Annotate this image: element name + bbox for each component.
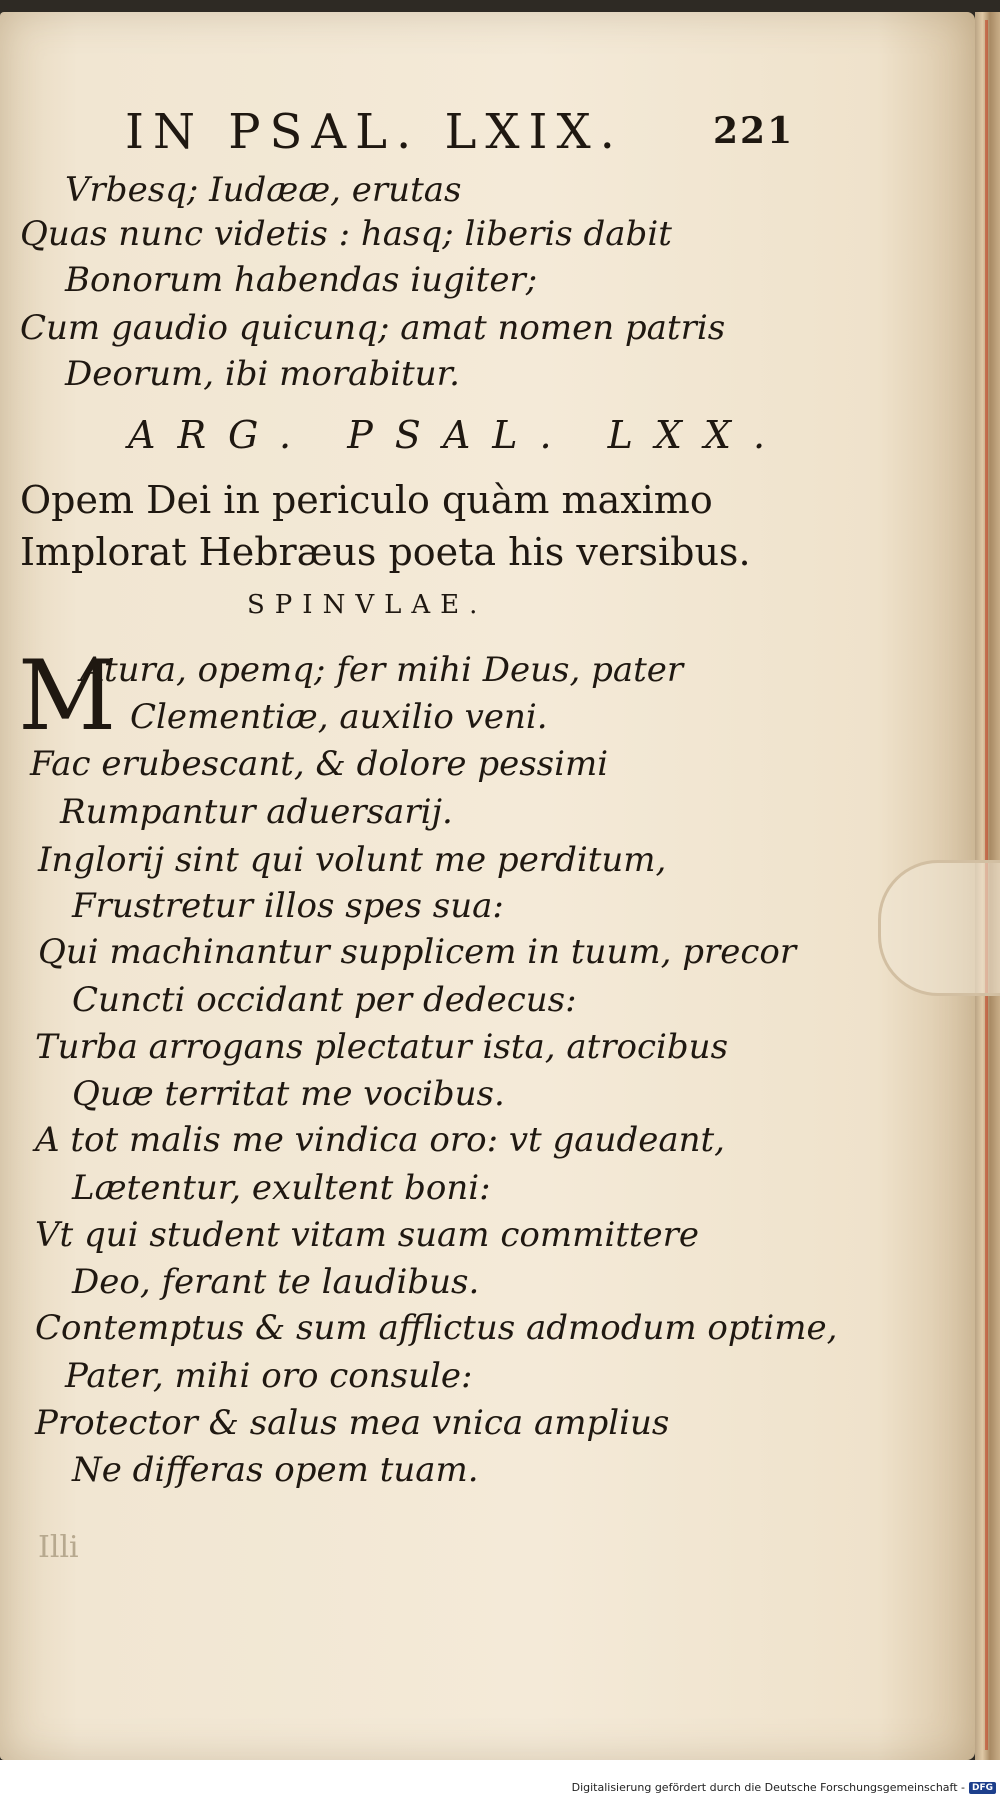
poem-line: Turba arrogans plectatur ista, atrocibus (35, 1027, 729, 1067)
verse-line: Quas nunc videtis : hasq; liberis dabit (20, 214, 672, 254)
poem-line: Contemptus & sum afflictus admodum optime, (35, 1308, 838, 1348)
digitization-credit (572, 1781, 996, 1794)
verse-line: Deorum, ibi morabitur. (65, 354, 460, 394)
poem-line: A tot malis me vindica oro: vt gaudeant, (35, 1120, 725, 1160)
poem-line: Inglorij sint qui volunt me perditum, (38, 840, 667, 880)
poem-line: Lætentur, exultent boni: (72, 1168, 491, 1208)
poem-line: Protector & salus mea vnica amplius (35, 1403, 670, 1443)
drop-cap-initial: M (18, 640, 117, 752)
catchword: Illi (38, 1530, 79, 1565)
verse-line: Cum gaudio quicunq; amat nomen patris (20, 308, 726, 348)
dfg-logo-icon: DFG (969, 1782, 996, 1794)
poem-line: Rumpantur aduersarij. (60, 792, 453, 832)
poem-line: Quæ territat me vocibus. (72, 1074, 505, 1114)
poem-author: SPINVLAE. (247, 590, 488, 620)
poem-line: Cuncti occidant per dedecus: (72, 980, 577, 1020)
poem-line: Qui machinantur supplicem in tuum, precor (38, 932, 797, 972)
poem-line: Ne differas opem tuam. (72, 1450, 479, 1490)
page-tab (878, 860, 1000, 996)
poem-line: Fac erubescant, & dolore pessimi (30, 744, 609, 784)
poem-line: Atura, opemq; fer mihi Deus, pater (80, 650, 684, 690)
poem-line: Clementiæ, auxilio veni. (130, 697, 548, 737)
argument-heading: ARG. PSAL. LXX. (128, 413, 788, 457)
page-number: 221 (713, 110, 795, 152)
poem-line: Frustretur illos spes sua: (72, 886, 504, 926)
argument-line: Implorat Hebræus poeta his versibus. (20, 530, 751, 574)
running-header (0, 104, 975, 164)
running-title: IN PSAL. LXIX. (125, 104, 624, 160)
poem-line: Deo, ferant te laudibus. (72, 1262, 480, 1302)
verse-line: Vrbesq; Iudææ, erutas (65, 170, 462, 210)
poem-line: Vt qui student vitam suam committere (35, 1215, 700, 1255)
verse-line: Bonorum habendas iugiter; (65, 260, 538, 300)
credit-text: Digitalisierung gefördert durch die Deutsche Forschungsgemeinschaft - (571, 1781, 965, 1794)
argument-line: Opem Dei in periculo quàm maximo (20, 478, 713, 522)
poem-line: Pater, mihi oro consule: (65, 1356, 473, 1396)
